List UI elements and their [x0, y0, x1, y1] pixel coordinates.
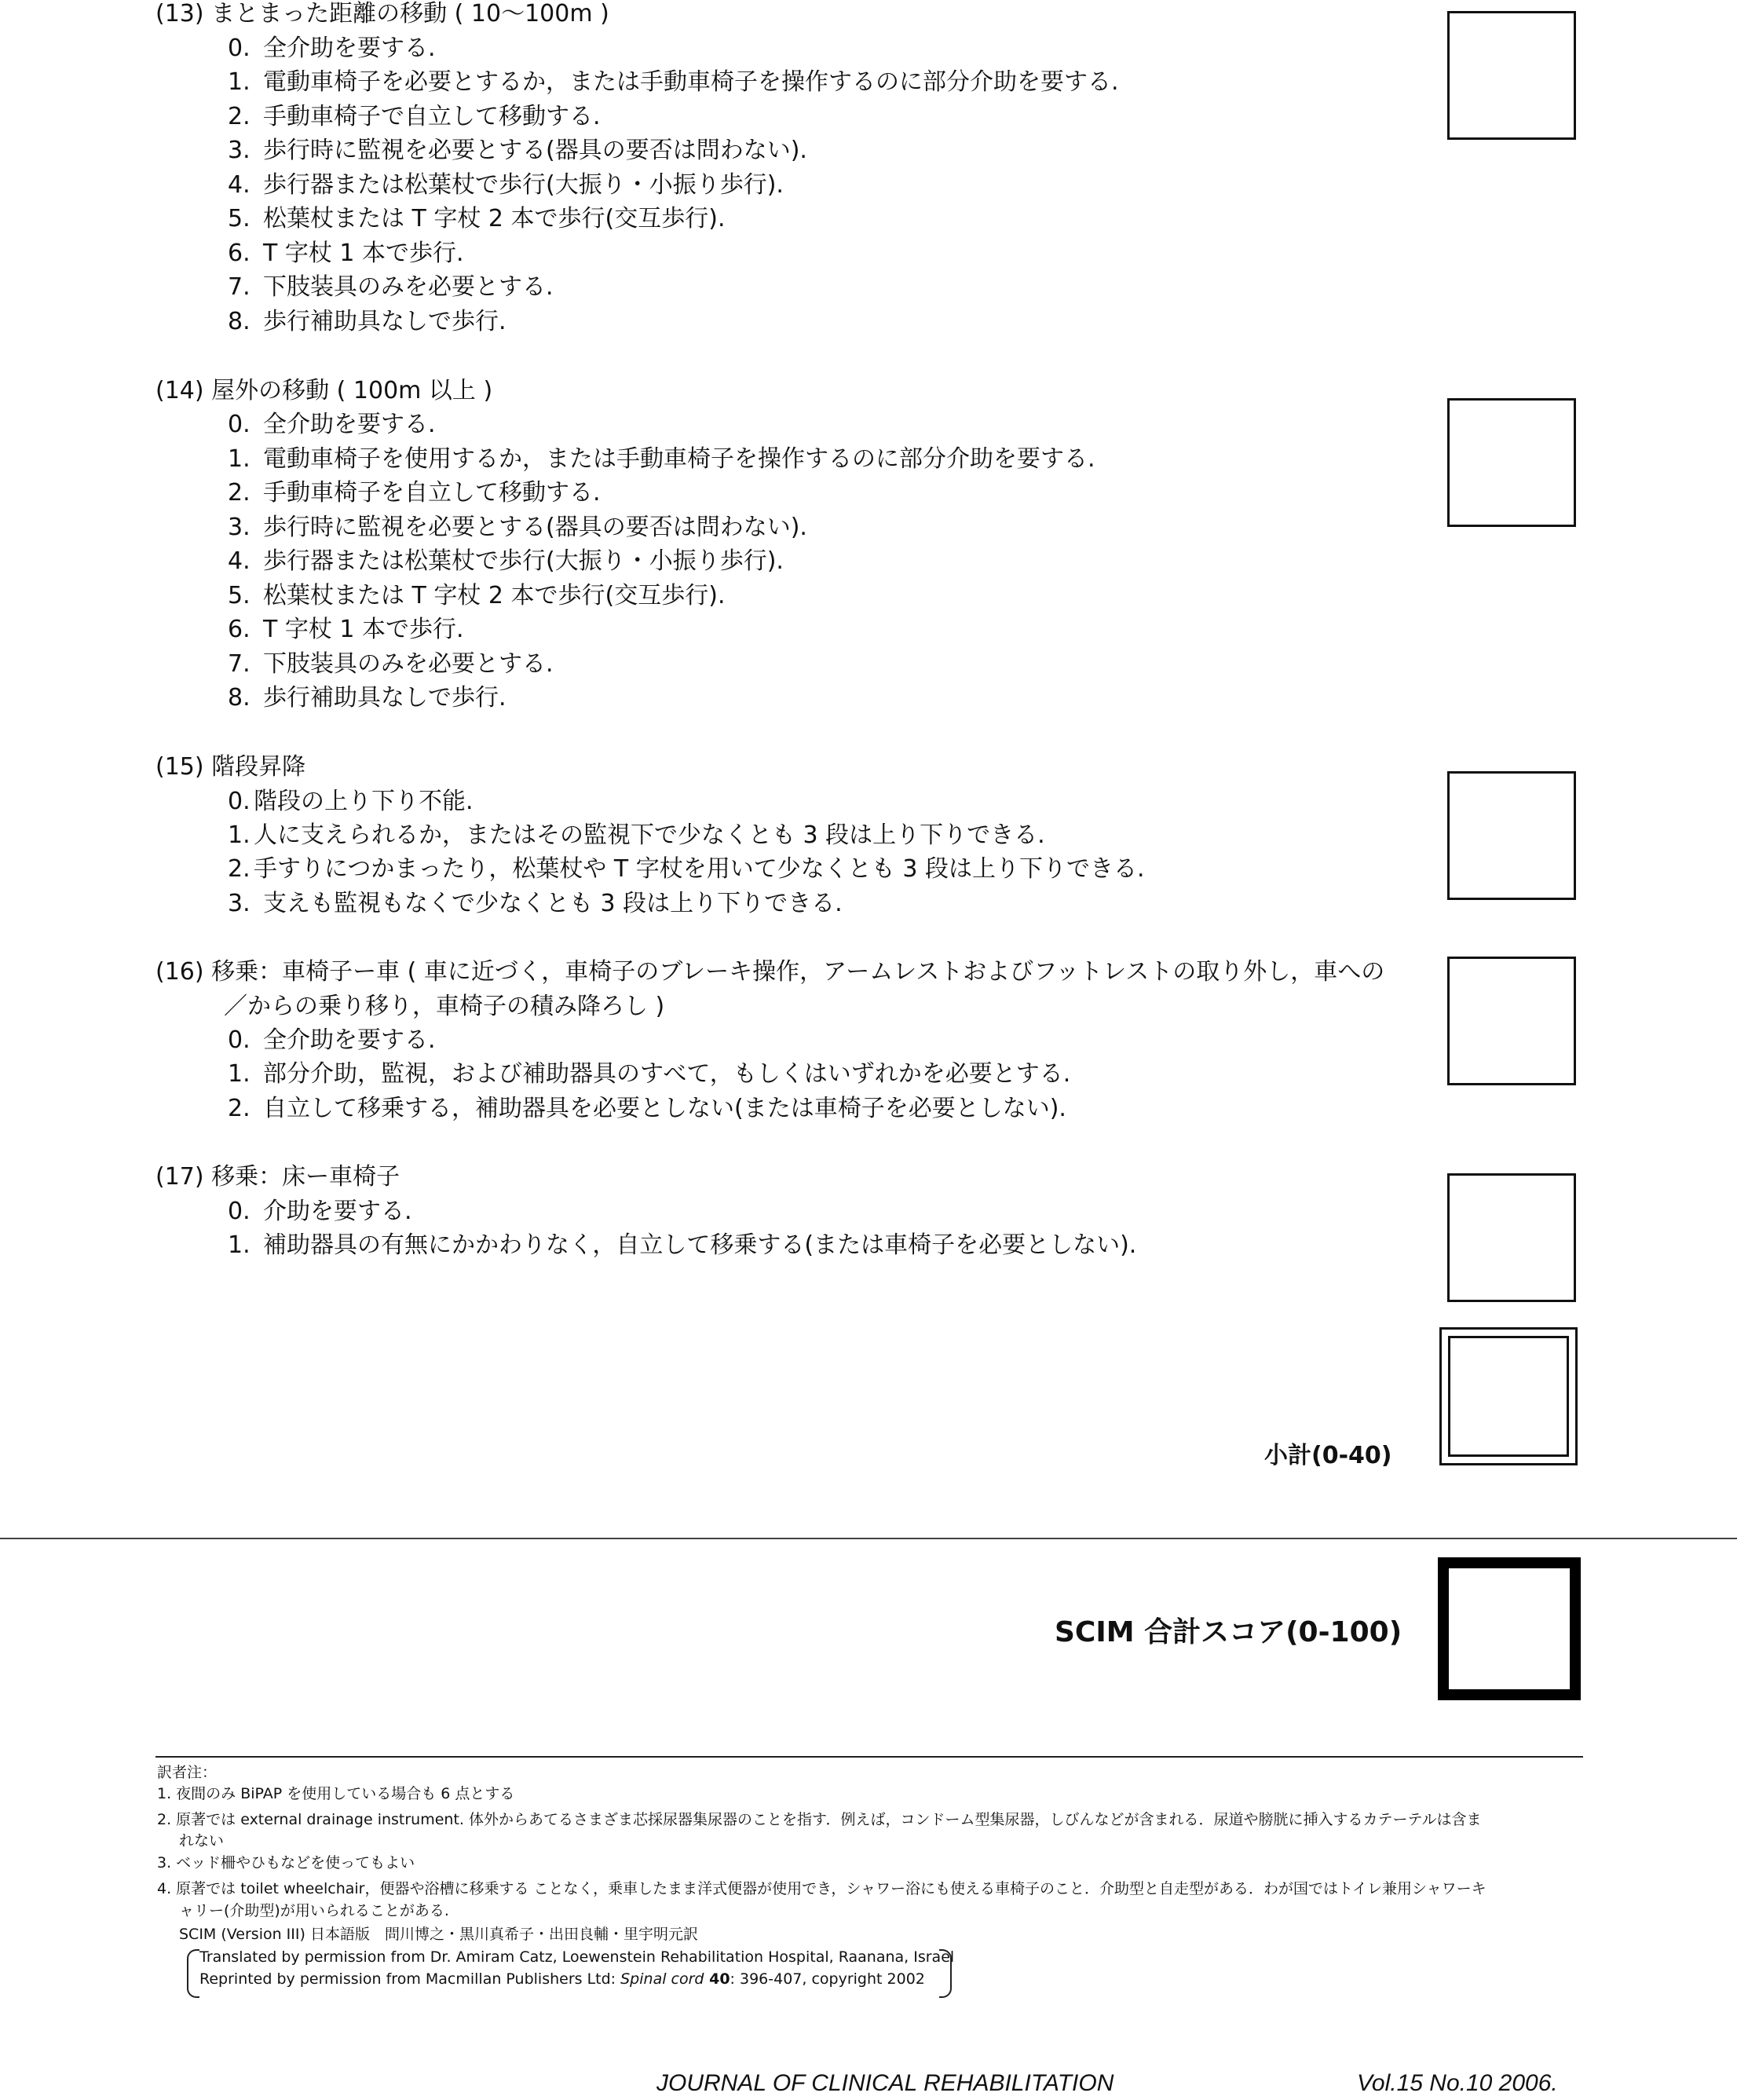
subtotal-label: 小計(0-40) — [1264, 1442, 1392, 1469]
option-text: 歩行器または松葉杖で歩行(大振り・小振り歩行). — [263, 547, 784, 575]
notes-divider — [155, 1756, 1583, 1758]
option-number: 2. — [228, 103, 250, 130]
option-text: 歩行補助具なしで歩行. — [263, 308, 506, 335]
permission-translation: Translated by permission from Dr. Amiram Catz, Loewenstein Rehabilitation Hospital, Raanana, Israel — [199, 1948, 955, 1966]
option-number: 8. — [228, 308, 250, 335]
option-number: 1. — [228, 821, 250, 849]
note-item-continued: ャリー(介助型)が用いられることがある. — [179, 1902, 449, 1919]
left-bracket — [187, 1949, 199, 1998]
option-text: 階段の上り下り不能. — [254, 788, 474, 815]
option-text: 松葉杖または T 字杖 2 本で歩行(交互歩行). — [263, 582, 726, 609]
option-text: 電動車椅子を必要とするか，または手動車椅子を操作するのに部分介助を要する. — [263, 68, 1119, 96]
note-item: 3. ベッド柵やひもなどを使ってもよい — [157, 1854, 415, 1871]
option-number: 0. — [228, 1198, 250, 1225]
option-number: 5. — [228, 205, 250, 232]
option-text: 全介助を要する. — [263, 411, 436, 438]
option-text: 手動車椅子を自立して移動する. — [263, 479, 601, 507]
item-16-header: (16) 移乗：車椅子ー車 ( 車に近づく，車椅子のブレーキ操作，アームレストおよびフットレストの取り外し，車への — [155, 958, 1385, 986]
note-item: 2. 原著では external drainage instrument. 体外からあてるさまざま芯採尿器集尿器のことを指す．例えば，コンドーム型集尿器，しびんなどが含まれる．尿道や膀胱に挿入するカテーテルは含ま — [157, 1811, 1482, 1828]
journal-name: Spinal cord — [620, 1970, 704, 1988]
item-13-header: (13) まとまった距離の移動 ( 10〜100m ) — [155, 0, 609, 27]
option-number: 6. — [228, 616, 250, 643]
option-text: T 字杖 1 本で歩行. — [263, 240, 464, 267]
note-item: 1. 夜間のみ BiPAP を使用している場合も 6 点とする — [157, 1785, 515, 1802]
translators-credit: SCIM (Version III) 日本語版 問川博之・黒川真希子・出田良輔・里宇明元訳 — [179, 1926, 698, 1943]
option-number: 3. — [228, 137, 250, 164]
footer-journal: JOURNAL OF CLINICAL REHABILITATION — [656, 2070, 1114, 2096]
option-text: 歩行時に監視を必要とする(器具の要否は問わない). — [263, 137, 807, 164]
option-number: 2. — [228, 855, 250, 883]
item-17-header: (17) 移乗：床ー車椅子 — [155, 1163, 400, 1191]
option-number: 2. — [228, 1095, 250, 1122]
option-text: 全介助を要する. — [263, 35, 436, 62]
option-number: 4. — [228, 171, 250, 199]
option-text: 補助器具の有無にかかわりなく，自立して移乗する(または車椅子を必要としない). — [263, 1231, 1137, 1259]
right-bracket — [939, 1949, 952, 1998]
item-13-score-box[interactable] — [1447, 11, 1576, 140]
option-number: 6. — [228, 240, 250, 267]
subtotal-score-box[interactable] — [1439, 1327, 1578, 1465]
item-15-score-box[interactable] — [1447, 771, 1576, 900]
option-text: 松葉杖または T 字杖 2 本で歩行(交互歩行). — [263, 205, 726, 232]
item-16-header-continued: ／からの乗り移り，車椅子の積み降ろし ) — [224, 993, 665, 1020]
option-text: 下肢装具のみを必要とする. — [263, 273, 554, 301]
option-text: 部分介助，監視，および補助器具のすべて，もしくはいずれかを必要とする. — [263, 1060, 1071, 1088]
option-number: 2. — [228, 479, 250, 507]
option-text: 支えも監視もなくで少なくとも 3 段は上り下りできる. — [263, 890, 843, 917]
subtotal-score-box-inner — [1448, 1336, 1569, 1457]
option-text: 歩行時に監視を必要とする(器具の要否は問わない). — [263, 514, 807, 541]
option-text: 電動車椅子を使用するか，または手動車椅子を操作するのに部分介助を要する. — [263, 445, 1095, 473]
item-16-score-box[interactable] — [1447, 957, 1576, 1085]
footer-volume: Vol.15 No.10 2006. — [1357, 2070, 1558, 2096]
permission-reprint-suffix: : 396-407, copyright 2002 — [730, 1970, 925, 1988]
option-number: 0. — [228, 35, 250, 62]
note-item-continued: れない — [179, 1832, 225, 1849]
option-number: 0. — [228, 1026, 250, 1054]
option-number: 1. — [228, 1231, 250, 1259]
item-15-header: (15) 階段昇降 — [155, 753, 306, 781]
option-number: 1. — [228, 68, 250, 96]
option-number: 4. — [228, 547, 250, 575]
total-score-box[interactable] — [1438, 1557, 1581, 1700]
option-number: 3. — [228, 890, 250, 917]
option-number: 0. — [228, 411, 250, 438]
option-number: 1. — [228, 1060, 250, 1088]
option-text: 自立して移乗する，補助器具を必要としない(または車椅子を必要としない). — [263, 1095, 1066, 1122]
note-item: 4. 原著では toilet wheelchair，便器や浴槽に移乗する ことなく，乗車したまま洋式便器が使用でき，シャワー浴にも使える車椅子のこと．介助型と自走型がある．わが国ではトイレ兼用シャワーキ — [157, 1880, 1487, 1897]
option-text: 手すりにつかまったり，松葉杖や T 字杖を用いて少なくとも 3 段は上り下りできる. — [254, 855, 1145, 883]
option-number: 7. — [228, 650, 250, 678]
item-14-header: (14) 屋外の移動 ( 100m 以上 ) — [155, 377, 493, 404]
section-divider — [0, 1538, 1737, 1539]
journal-volume: 40 — [704, 1970, 730, 1988]
permission-reprint — [199, 1969, 925, 1989]
option-number: 5. — [228, 582, 250, 609]
option-number: 7. — [228, 273, 250, 301]
option-text: 人に支えられるか，またはその監視下で少なくとも 3 段は上り下りできる. — [254, 821, 1045, 849]
option-number: 3. — [228, 514, 250, 541]
item-14-score-box[interactable] — [1447, 398, 1576, 527]
option-number: 8. — [228, 684, 250, 712]
option-text: T 字杖 1 本で歩行. — [263, 616, 464, 643]
item-17-score-box[interactable] — [1447, 1173, 1576, 1302]
option-number: 1. — [228, 445, 250, 473]
option-number: 0. — [228, 788, 250, 815]
option-text: 下肢装具のみを必要とする. — [263, 650, 554, 678]
option-text: 全介助を要する. — [263, 1026, 436, 1054]
option-text: 手動車椅子で自立して移動する. — [263, 103, 601, 130]
option-text: 歩行補助具なしで歩行. — [263, 684, 506, 712]
option-text: 歩行器または松葉杖で歩行(大振り・小振り歩行). — [263, 171, 784, 199]
option-text: 介助を要する. — [263, 1198, 412, 1225]
permission-reprint-prefix: Reprinted by permission from Macmillan Publishers Ltd: — [199, 1970, 621, 1988]
notes-title: 訳者注： — [157, 1764, 218, 1781]
total-score-label: SCIM 合計スコア(0-100) — [1055, 1616, 1402, 1648]
